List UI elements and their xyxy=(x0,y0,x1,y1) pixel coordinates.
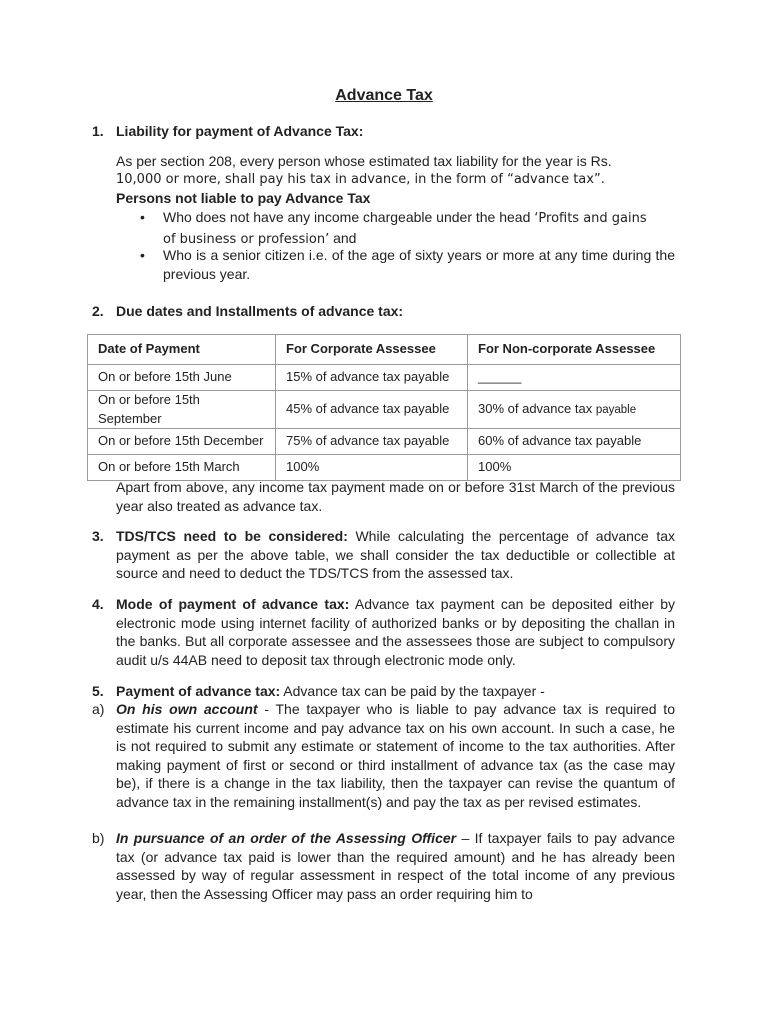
table-cell: 100% xyxy=(468,455,681,481)
table-row xyxy=(88,429,681,455)
section-1-line-2: 10,000 or more, shall pay his tax in advance, in the form of “advance tax”. xyxy=(116,171,605,187)
table-cell: 75% of advance tax payable xyxy=(276,429,468,455)
table-header-cell: For Non-corporate Assessee xyxy=(468,335,681,365)
bullet-1-text: Who does not have any income chargeable under the head xyxy=(163,209,535,225)
item-b-text: – If taxpayer fails to pay advance tax (or advance tax paid is lower than the required amount) and he has already been assessed by way of regular assessment in respect of the total income of any previous year, then the Assessing Officer may pass an order requiring him to xyxy=(116,830,675,902)
item-a-paragraph xyxy=(116,700,675,811)
table-header-cell: Date of Payment xyxy=(88,335,276,365)
bullet-1-head-a: ‘Profits and gains xyxy=(534,211,647,226)
item-a-heading: On his own account xyxy=(116,701,258,717)
table-cell: On or before 15th March xyxy=(88,455,276,481)
table-header-row xyxy=(88,335,681,365)
table-header-cell: For Corporate Assessee xyxy=(276,335,468,365)
section-4-text: Advance tax payment can be deposited either by electronic mode using internet facility of authorized banks or by depositing the challan in the banks. But all corporate assessee and the assessees those are subject to compulsory audit u/s 44AB need to deposit tax through electronic mode only. xyxy=(116,596,675,668)
section-5-intro xyxy=(116,682,675,701)
section-4-paragraph xyxy=(116,595,675,669)
table-row xyxy=(88,391,681,429)
item-b-heading: In pursuance of an order of the Assessing Officer xyxy=(116,830,457,846)
table-cell: 45% of advance tax payable xyxy=(276,391,468,429)
section-5-number: 5. xyxy=(92,683,104,699)
section-2-number: 2. xyxy=(92,303,104,319)
item-a-letter: a) xyxy=(92,701,105,717)
section-5-heading: Payment of advance tax: xyxy=(116,683,281,699)
item-a-text: - The taxpayer who is liable to pay advance tax is required to estimate his current income and pay advance tax on his own account. In such a case, he is not required to submit any estimate or statement of income to the tax authorities. After making payment of first or second or third installment of advance tax (as the case may be), if there is a change in the tax liability, then the taxpayer can revise the quantum of advance tax in the remaining installment(s) and pay the tax as per revised estimates. xyxy=(116,701,675,810)
bullet-icon: • xyxy=(140,247,145,263)
section-5-intro-text: Advance tax can be paid by the taxpayer - xyxy=(280,683,545,699)
section-1-paragraph xyxy=(116,152,675,189)
table-cell: On or before 15th December xyxy=(88,429,276,455)
table-row xyxy=(88,365,681,391)
section-1-heading: Liability for payment of Advance Tax: xyxy=(116,123,364,139)
item-b-paragraph xyxy=(116,829,675,903)
section-3-text: While calculating the percentage of advance tax payment as per the above table, we shall consider the tax deductible or collectible at source and need to deduct the TDS/TCS from the assessed tax. xyxy=(116,528,675,581)
section-4-heading: Mode of payment of advance tax: xyxy=(116,596,350,612)
section-3-paragraph xyxy=(116,527,675,583)
bullet-1-tail: and xyxy=(329,229,357,246)
table-cell: 60% of advance tax payable xyxy=(468,429,681,455)
section-4-number: 4. xyxy=(92,596,104,612)
table-cell: On or before 15th June xyxy=(88,365,276,391)
page-title: Advance Tax xyxy=(335,87,433,104)
table-cell xyxy=(468,391,681,429)
bullet-1 xyxy=(163,208,675,249)
section-1-line-1: As per section 208, every person whose estimated tax liability for the year is Rs. xyxy=(116,153,612,169)
section-2-after-text: Apart from above, any income tax payment made on or before 31st March of the previous year also treated as advance tax. xyxy=(116,479,675,514)
table-cell: 15% of advance tax payable xyxy=(276,365,468,391)
section-3-number: 3. xyxy=(92,528,104,544)
bullet-2: Who is a senior citizen i.e. of the age of sixty years or more at any time during the previous year. xyxy=(163,247,675,282)
table-cell: 100% xyxy=(276,455,468,481)
bullet-1-head-b: of business or profession’ xyxy=(163,231,330,247)
item-b-letter: b) xyxy=(92,830,105,846)
bullet-icon: • xyxy=(140,209,145,225)
table-cell-text: 30% of advance tax xyxy=(478,400,596,416)
section-2-heading: Due dates and Installments of advance tax: xyxy=(116,303,404,319)
table-cell: ______ xyxy=(468,365,681,391)
table-cell: On or before 15th September xyxy=(88,391,276,429)
section-1-number: 1. xyxy=(92,123,104,139)
table-row xyxy=(88,455,681,481)
due-dates-table xyxy=(87,334,681,481)
section-3-heading: TDS/TCS need to be considered: xyxy=(116,528,348,544)
table-cell-small-text: payable xyxy=(595,403,637,416)
not-liable-heading: Persons not liable to pay Advance Tax xyxy=(116,190,371,206)
